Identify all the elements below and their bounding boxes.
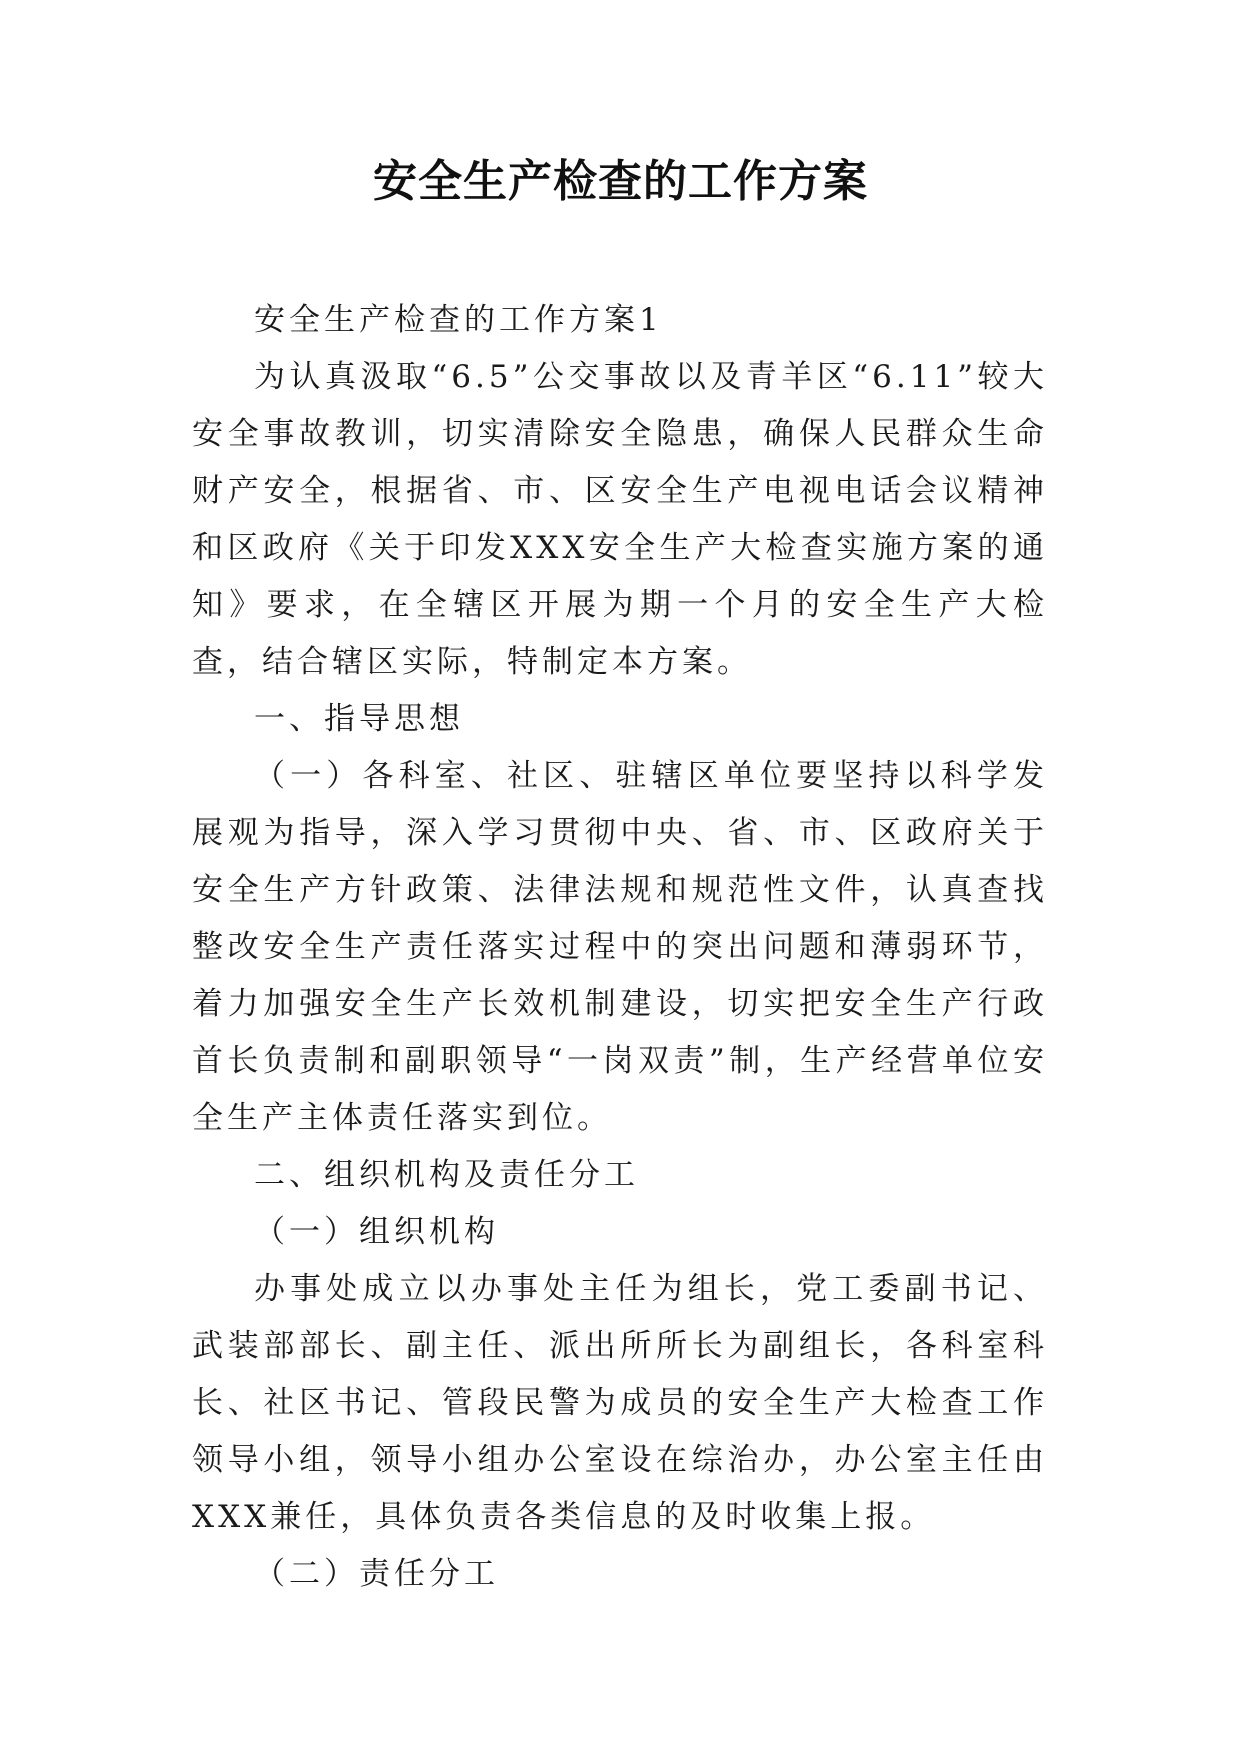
paragraph-intro: 为认真汲取“6.5”公交事故以及青羊区“6.11”较大安全事故教训，切实清除安全隐患，确保人民群众生命财产安全，根据省、市、区安全生产电视电话会议精神和区政府《关于印发XXX安全生产大检查实施方案的通知》要求，在全辖区开展为期一个月的安全生产大检查，结合辖区实际，特制定本方案。 bbox=[192, 359, 1048, 680]
paragraph-guiding-ideology: （一）各科室、社区、驻辖区单位要坚持以科学发展观为指导，深入学习贯彻中央、省、市、区政府关于安全生产方针政策、法律法规和规范性文件，认真查找整改安全生产责任落实过程中的突出问题和薄弱环节，着力加强安全生产长效机制建设，切实把安全生产行政首长负责制和副职领导“一岗双责”制，生产经营单位安全生产主体责任落实到位。 bbox=[192, 758, 1048, 1136]
document-title: 安全生产检查的工作方案 bbox=[373, 156, 868, 207]
subheading-responsibility-division: （二）责任分工 bbox=[254, 1556, 499, 1592]
paragraph-organization-structure: 办事处成立以办事处主任为组长，党工委副书记、武装部部长、副主任、派出所所长为副组长，各科室科长、社区书记、管段民警为成员的安全生产大检查工作领导小组，领导小组办公室设在综治办，办公室主任由XXX兼任，具体负责各类信息的及时收集上报。 bbox=[192, 1271, 1048, 1535]
subheading-organization-structure: （一）组织机构 bbox=[254, 1214, 499, 1250]
heading-guiding-ideology: 一、指导思想 bbox=[254, 701, 464, 737]
paragraph-subtitle: 安全生产检查的工作方案1 bbox=[254, 302, 663, 338]
document-body bbox=[192, 292, 1048, 1603]
heading-organization: 二、组织机构及责任分工 bbox=[254, 1157, 639, 1193]
